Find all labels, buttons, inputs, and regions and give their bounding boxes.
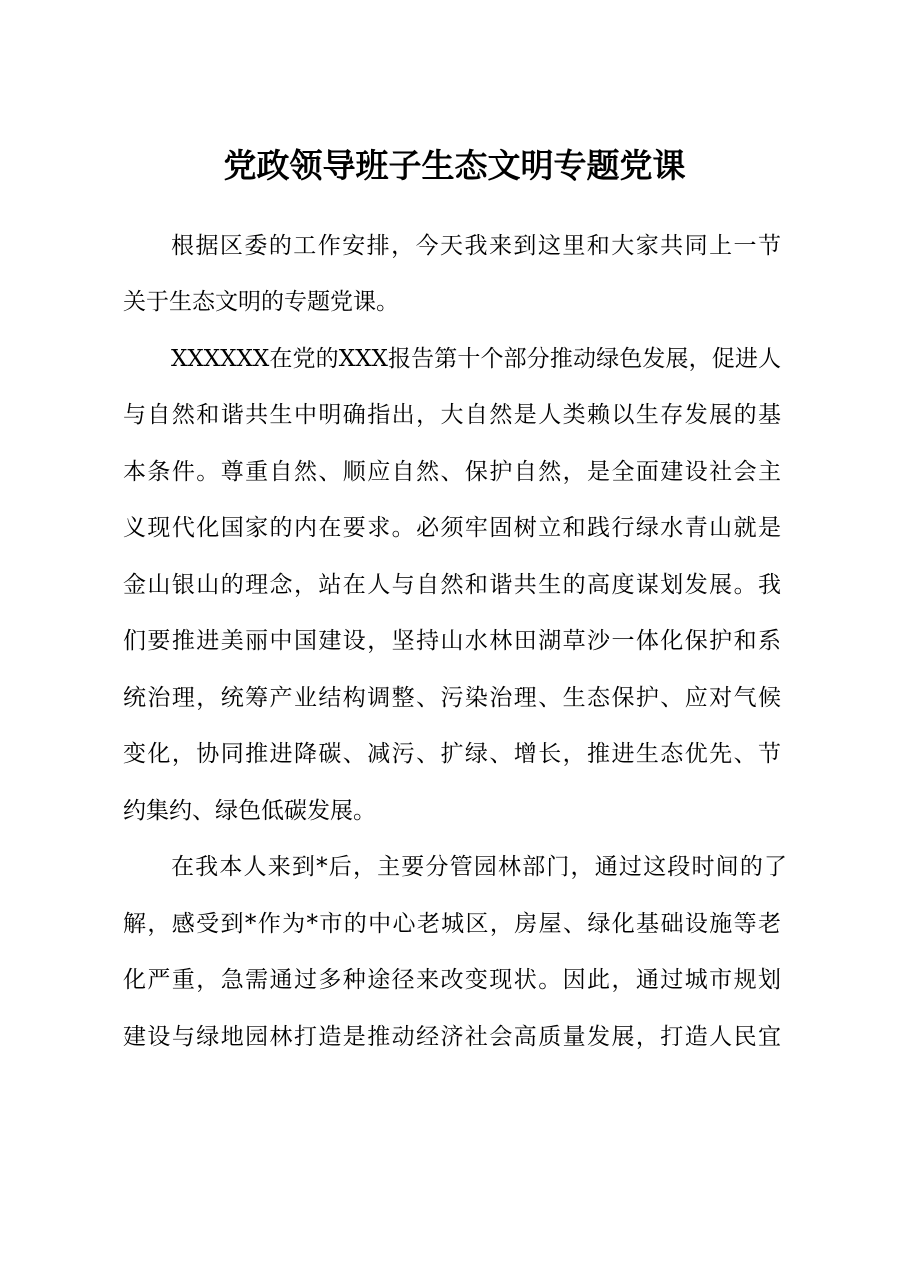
- paragraph-2-line-3: 本条件。尊重自然、顺应自然、保护自然，是全面建设社会主: [123, 459, 781, 485]
- paragraph-2-line-1: XXXXXX在党的XXX报告第十个部分推动绿色发展，促进人: [171, 346, 781, 372]
- paragraph-2-line-5: 金山银山的理念，站在人与自然和谐共生的高度谋划发展。我: [123, 572, 781, 598]
- paragraph-2-line-7: 统治理，统筹产业结构调整、污染治理、生态保护、应对气候: [123, 685, 781, 711]
- paragraph-3-line-1: 在我本人来到*后，主要分管园林部门，通过这段时间的了: [171, 854, 787, 880]
- paragraph-1-line-2: 关于生态文明的专题党课。: [123, 289, 399, 315]
- paragraph-2-line-8: 变化，协同推进降碳、减污、扩绿、增长，推进生态优先、节: [123, 741, 781, 767]
- paragraph-2-line-9: 约集约、绿色低碳发展。: [123, 798, 376, 824]
- paragraph-2-line-4: 义现代化国家的内在要求。必须牢固树立和践行绿水青山就是: [123, 515, 781, 541]
- paragraph-3-line-3: 化严重，急需通过多种途径来改变现状。因此，通过城市规划: [123, 967, 781, 993]
- paragraph-3-line-4: 建设与绿地园林打造是推动经济社会高质量发展，打造人民宜: [123, 1024, 781, 1050]
- paragraph-2-line-6: 们要推进美丽中国建设，坚持山水林田湖草沙一体化保护和系: [123, 628, 781, 654]
- document-title: 党政领导班子生态文明专题党课: [223, 146, 686, 185]
- paragraph-2-line-2: 与自然和谐共生中明确指出，大自然是人类赖以生存发展的基: [123, 402, 781, 428]
- paragraph-1-line-1: 根据区委的工作安排，今天我来到这里和大家共同上一节: [171, 233, 781, 259]
- paragraph-3-line-2: 解，感受到*作为*市的中心老城区，房屋、绿化基础设施等老: [123, 911, 781, 937]
